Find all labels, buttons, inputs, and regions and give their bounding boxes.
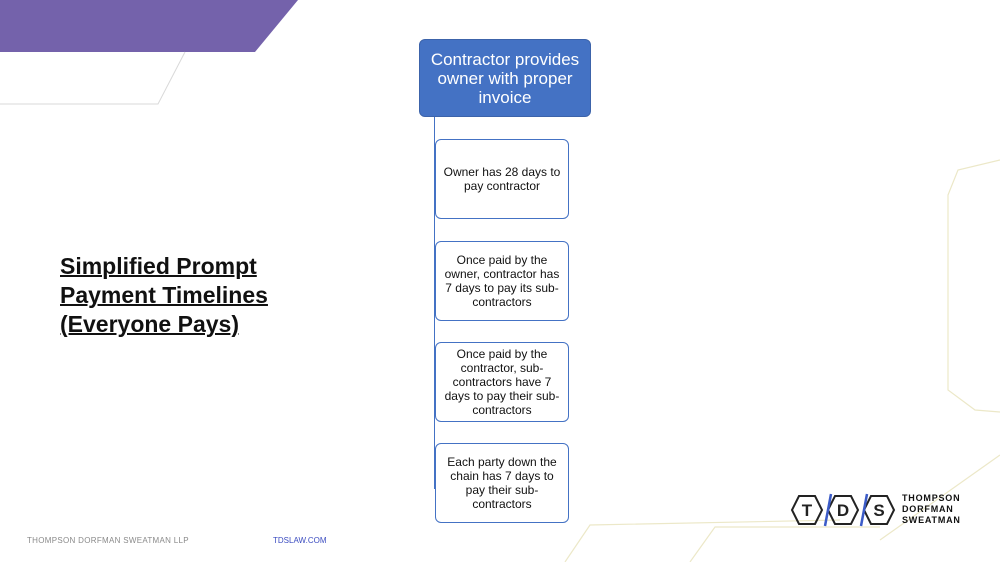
bottom-right-outline-2 bbox=[690, 527, 880, 562]
logo-wordmark-line: SWEATMAN bbox=[902, 515, 961, 525]
logo-letter: S bbox=[873, 501, 885, 520]
flow-step-label: Once paid by the contractor, sub-contractors have 7 days to pay their sub-contractors bbox=[444, 347, 560, 417]
flow-top-label: Contractor provides owner with proper invoice bbox=[430, 49, 580, 107]
flow-step-box bbox=[435, 443, 569, 523]
right-hexagon-outline bbox=[948, 160, 1000, 412]
flow-step-box bbox=[435, 241, 569, 321]
top-left-outline bbox=[0, 52, 185, 104]
flow-top-box bbox=[419, 39, 591, 117]
logo-slash bbox=[861, 494, 867, 526]
flow-step-label: Each party down the chain has 7 days to pay their sub-contractors bbox=[447, 455, 557, 511]
logo-letter: T bbox=[801, 501, 813, 520]
flow-step-label: Once paid by the owner, contractor has 7 days to pay its sub-contractors bbox=[444, 253, 560, 309]
slide-title: Simplified Prompt Payment Timelines (Everyone Pays) bbox=[60, 253, 268, 337]
logo-wordmark bbox=[902, 493, 961, 526]
tds-logo bbox=[790, 490, 900, 530]
flow-step-label: Owner has 28 days to pay contractor bbox=[443, 165, 561, 193]
logo-letter: D bbox=[836, 501, 850, 520]
footer-firm-name: THOMPSON DORFMAN SWEATMAN LLP bbox=[27, 536, 189, 545]
flow-step-box bbox=[435, 342, 569, 422]
logo-wordmark-line: THOMPSON bbox=[902, 493, 961, 503]
logo-wordmark-line: DORFMAN bbox=[902, 504, 954, 514]
purple-banner bbox=[0, 0, 298, 52]
footer-url-link[interactable]: TDSLAW.COM bbox=[273, 536, 327, 545]
logo-slash bbox=[825, 494, 831, 526]
flow-step-box bbox=[435, 139, 569, 219]
